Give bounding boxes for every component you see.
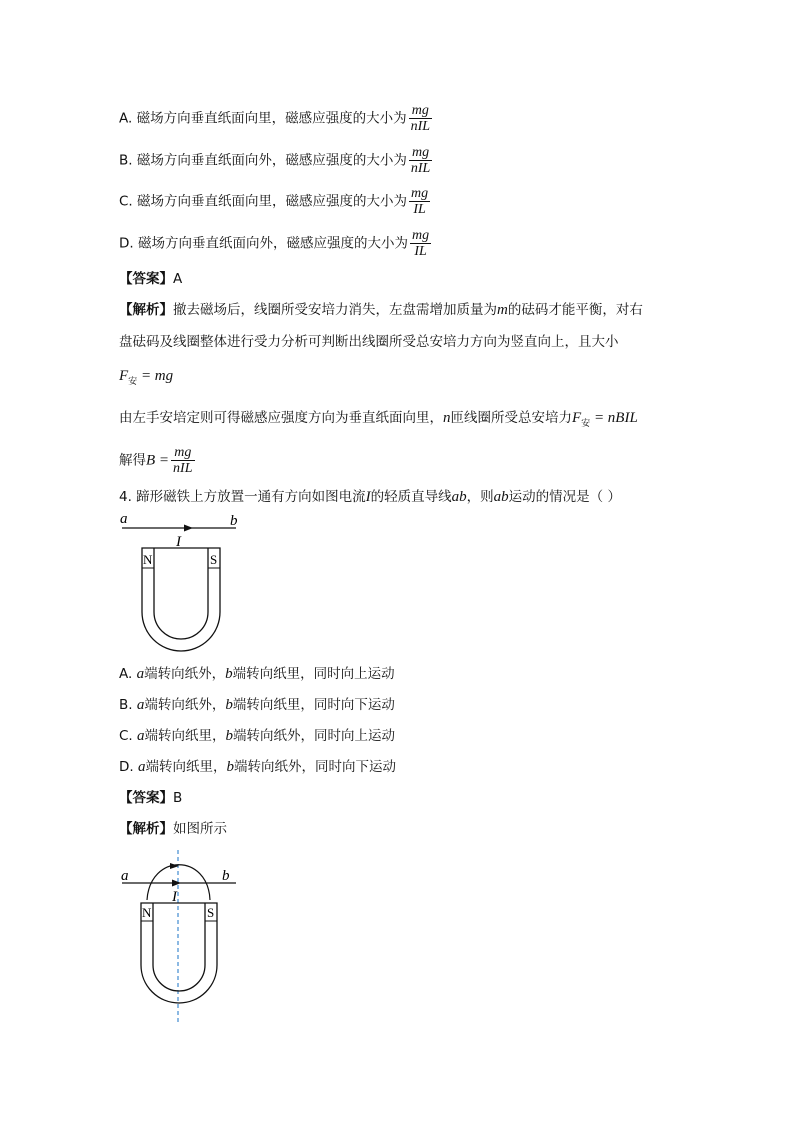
current-arrow (172, 880, 181, 887)
q4-option-b: B. a端转向纸外，b端转向纸里，同时向下运动 (119, 697, 395, 713)
q4-option-d: D. a端转向纸里，b端转向纸外，同时向下运动 (119, 759, 396, 775)
field-arrow (170, 863, 179, 869)
label-b: b (222, 868, 230, 884)
fraction: $\frac{mg}{IL}$ (411, 228, 430, 259)
horseshoe-magnet-figure (110, 508, 250, 658)
fraction: $\frac{mg}{\text{nIL}}$ (410, 145, 431, 176)
label-a: a (121, 868, 129, 884)
q3-option-d: D. 磁场方向垂直纸面向外，磁感应强度的大小为 $\frac{mg}{IL}$ (119, 228, 430, 259)
q3-analysis-line4: 由左手安培定则可得磁感应强度方向为垂直纸面向里，n匝线圈所受总安培力$F_安$ = nBIL (119, 410, 638, 429)
q4-option-a: A. a端转向纸外，b端转向纸里，同时向上运动 (119, 666, 395, 682)
pole-S: S (207, 905, 215, 920)
current-arrow (184, 525, 193, 532)
q3-option-c: C. 磁场方向垂直纸面向里，磁感应强度的大小为 $\frac{mg}{IL}$ (119, 186, 429, 217)
q3-analysis-line2: 盘砝码及线圈整体进行受力分析可判断出线圈所受总安培力方向为竖直向上，且大小 (119, 334, 619, 350)
q4-option-c: C. a端转向纸里，b端转向纸外，同时向上运动 (119, 728, 396, 744)
fraction: $\frac{mg}{\text{nIL}}$ (173, 445, 193, 476)
q3-option-b: B. 磁场方向垂直纸面向外，磁感应强度的大小为 $\frac{mg}{\text{nIL}}$ (119, 145, 431, 176)
magnet-inner (153, 903, 205, 991)
q3-analysis-line1: 【解析】撤去磁场后，线圈所受安培力消失，左盘需增加质量为m的砝码才能平衡，对右 (119, 302, 643, 318)
q4-stem: 4. 蹄形磁铁上方放置一通有方向如图电流I的轻质直导线ab，则ab运动的情况是（ ） (119, 489, 621, 505)
q3-answer: 【答案】A (119, 271, 183, 287)
label-a: a (120, 511, 128, 527)
label-b: b (230, 513, 238, 529)
fraction: $\frac{mg}{IL}$ (411, 186, 429, 217)
q3-option-a: A. 磁场方向垂直纸面向里，磁感应强度的大小为 $\frac{mg}{\text{nIL}}$ (119, 103, 431, 134)
pole-N: N (142, 905, 152, 920)
field-line-figure (110, 848, 250, 1028)
q3-equation-1: $F_安$ = mg (119, 368, 174, 387)
fraction: $\frac{mg}{\text{nIL}}$ (410, 103, 431, 134)
q4-answer: 【答案】B (119, 790, 183, 806)
magnet-inner (154, 548, 208, 639)
label-I: I (176, 534, 181, 550)
pole-S: S (210, 552, 218, 567)
pole-N: N (143, 552, 153, 567)
q3-solve-line: 解得B = $\frac{mg}{\text{nIL}}$ (119, 445, 193, 476)
q4-analysis: 【解析】如图所示 (119, 821, 227, 837)
label-I: I (172, 889, 177, 905)
